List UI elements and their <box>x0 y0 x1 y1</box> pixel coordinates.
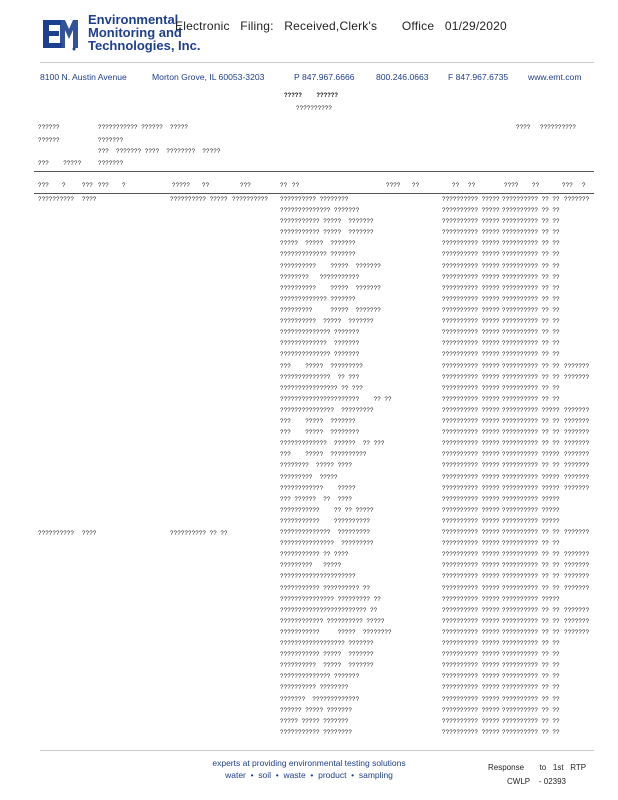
method-cell: ?????????? ????? <box>442 363 500 370</box>
company-name-line1: Environmental <box>88 12 179 27</box>
analyte-cell: ??????????? ?????????? ?? <box>280 585 371 592</box>
response-note: Response to 1st RTP <box>488 763 587 772</box>
date-cell: ?????????? ?? ?? <box>502 340 560 347</box>
group-code: ???? <box>82 530 97 537</box>
date-cell: ?????????? ????? <box>502 518 560 525</box>
column-header: ????? <box>172 182 191 189</box>
date-cell: ?????????? ????? <box>502 474 560 481</box>
flag-cell: ??????? <box>564 529 590 536</box>
method-cell: ?????????? ????? <box>442 540 500 547</box>
flag-cell: ??????? <box>564 451 590 458</box>
column-header: ??? <box>240 182 251 189</box>
method-cell: ?????????? ????? <box>442 551 500 558</box>
analyte-cell: ?????????????? ??????? <box>280 351 360 358</box>
flag-cell: ??????? <box>564 562 590 569</box>
group-code: ???? <box>82 196 97 203</box>
analyte-cell: ???????????????? ?? ??? <box>280 385 363 392</box>
method-cell: ?????????? ????? <box>442 496 500 503</box>
date-cell: ?????????? ????? <box>502 596 560 603</box>
method-cell: ?????????? ????? <box>442 429 500 436</box>
date-cell: ?????????? ?? ?? <box>502 585 560 592</box>
date-cell: ?????????? ?? ?? <box>502 329 560 336</box>
method-cell: ?????????? ????? <box>442 673 500 680</box>
flag-cell: ??????? <box>564 474 590 481</box>
date-cell: ?????????? ?? ?? <box>502 684 560 691</box>
method-cell: ?????????? ????? <box>442 518 500 525</box>
analyte-cell: ??? ????? ????????? <box>280 363 363 370</box>
analyte-cell: ?????????? ????? ??????? <box>280 318 374 325</box>
analyte-cell: ??? ????? ???????? <box>280 429 360 436</box>
date-cell: ?????????? ?? ?? <box>502 196 560 203</box>
method-cell: ?????????? ????? <box>442 618 500 625</box>
method-cell: ?????????? ????? <box>442 451 500 458</box>
date-cell: ?????????? ?? ?? <box>502 707 560 714</box>
method-cell: ?????????? ????? <box>442 407 500 414</box>
flag-cell: ??????? <box>564 551 590 558</box>
analyte-cell: ??????????? ?????????? <box>280 518 371 525</box>
flag-cell: ??????? <box>564 407 590 414</box>
column-header: ?? <box>280 182 288 189</box>
date-cell: ?????????? ?? ?? <box>502 651 560 658</box>
date-cell: ?????????? ?? ?? <box>502 374 560 381</box>
analyte-cell: ????????????? ??????? <box>280 296 356 303</box>
column-header: ???? <box>504 182 519 189</box>
analyte-cell: ????????????? ??????? <box>280 251 356 258</box>
group-extra: ?????????? <box>232 196 269 203</box>
analyte-cell: ?????????? ????? ??????? <box>280 662 374 669</box>
analyte-cell: ???????????? ?????????? ????? <box>280 618 385 625</box>
analyte-cell: ?????????? ???????? <box>280 196 349 203</box>
analyte-cell: ????????????? ?????? ?? ??? <box>280 440 385 447</box>
date-cell: ?????????? ?? ?? <box>502 529 560 536</box>
header-label-1: ?????? <box>38 124 60 131</box>
method-cell: ?????????? ????? <box>442 229 500 236</box>
method-cell: ?????????? ????? <box>442 340 500 347</box>
column-header-rule <box>34 193 594 194</box>
column-header: ??? <box>562 182 573 189</box>
method-cell: ?????????? ????? <box>442 374 500 381</box>
method-cell: ?????????? ????? <box>442 562 500 569</box>
filing-stamp: Electronic Filing: Received,Clerk's Office 01/29/2020 <box>175 19 507 33</box>
column-header: ? <box>582 182 586 189</box>
analyte-cell: ??????????? ?? ?? ????? <box>280 507 374 514</box>
method-cell: ?????????? ????? <box>442 263 500 270</box>
flag-cell: ??????? <box>564 485 590 492</box>
analyte-cell: ?????????????? ?? ??? <box>280 374 360 381</box>
date-cell: ?????????? ?? ?? <box>502 396 560 403</box>
group-id: ?????????? <box>38 530 75 537</box>
date-cell: ?????????? ?? ?? <box>502 318 560 325</box>
column-header: ?? <box>202 182 210 189</box>
analyte-cell: ????????? ????? <box>280 562 342 569</box>
header-value-3: ??? ??????? ???? ???????? ????? <box>98 148 221 155</box>
analyte-cell: ????????????????????? <box>280 573 356 580</box>
analyte-cell: ????????? ????? ??????? <box>280 307 381 314</box>
date-cell: ?????????? ????? <box>502 451 560 458</box>
group-id: ?????????? <box>38 196 75 203</box>
date-cell: ?????????? ?? ?? <box>502 363 560 370</box>
analyte-cell: ?????????????????????? ?? ?? <box>280 396 392 403</box>
flag-cell: ??????? <box>564 573 590 580</box>
flag-cell: ??????? <box>564 607 590 614</box>
flag-cell: ??????? <box>564 462 590 469</box>
footer-divider <box>40 750 594 751</box>
date-cell: ?????????? ?? ?? <box>502 696 560 703</box>
flag-cell: ??????? <box>564 440 590 447</box>
analyte-cell: ????????? ????? <box>280 474 338 481</box>
date-cell: ?????????? ????? <box>502 507 560 514</box>
date-cell: ?????????? ?? ?? <box>502 296 560 303</box>
method-cell: ?????????? ????? <box>442 507 500 514</box>
analyte-cell: ????????????? ??????? <box>280 340 360 347</box>
method-cell: ?????????? ????? <box>442 640 500 647</box>
analyte-cell: ?????? ????? ??????? <box>280 707 353 714</box>
method-cell: ?????????? ????? <box>442 729 500 736</box>
method-cell: ?????????? ????? <box>442 418 500 425</box>
method-cell: ?????????? ????? <box>442 462 500 469</box>
date-cell: ?????????? ?? ?? <box>502 551 560 558</box>
company-name-line3: Technologies, Inc. <box>88 38 201 53</box>
analyte-cell: ??????????? ????? ??????? <box>280 229 374 236</box>
tollfree-number: 800.246.0663 <box>376 72 429 82</box>
flag-cell: ??????? <box>564 585 590 592</box>
date-cell: ?????????? ?? ?? <box>502 673 560 680</box>
analyte-cell: ??????????? ?? ???? <box>280 551 349 558</box>
date-cell: ?????????? ????? <box>502 485 560 492</box>
date-cell: ?????????? ?? ?? <box>502 573 560 580</box>
method-cell: ?????????? ????? <box>442 662 500 669</box>
document-id: CWLP - 02393 <box>507 777 566 786</box>
date-cell: ?????????? ?? ?? <box>502 240 560 247</box>
method-cell: ?????????? ????? <box>442 251 500 258</box>
header-right-label: ???? <box>516 124 531 131</box>
phone-number: P 847.967.6666 <box>294 72 355 82</box>
date-cell: ?????????? ?? ?? <box>502 251 560 258</box>
method-cell: ?????????? ????? <box>442 440 500 447</box>
date-cell: ?????????? ?? ?? <box>502 607 560 614</box>
method-cell: ?????????? ????? <box>442 396 500 403</box>
method-cell: ?????????? ????? <box>442 285 500 292</box>
method-cell: ?????????? ????? <box>442 629 500 636</box>
method-cell: ?????????? ????? <box>442 718 500 725</box>
header-value-4: ??????? <box>98 160 124 167</box>
header-label-2: ?????? <box>38 137 60 144</box>
analyte-cell: ????? ????? ??????? <box>280 240 356 247</box>
analyte-cell: ??????????????? ????????? <box>280 407 374 414</box>
method-cell: ?????????? ????? <box>442 707 500 714</box>
header-right-value: ?????????? <box>540 124 577 131</box>
method-cell: ?????????? ????? <box>442 607 500 614</box>
analyte-cell: ?????????? ????? ??????? <box>280 263 381 270</box>
analyte-cell: ??????????? ????? ??????? <box>280 218 374 225</box>
company-name-line2: Monitoring and <box>88 25 182 40</box>
analyte-cell: ??? ?????? ?? ???? <box>280 496 353 503</box>
date-cell: ?????????? ?? ?? <box>502 462 560 469</box>
column-header: ?? <box>412 182 420 189</box>
date-cell: ?????????? ?? ?? <box>502 351 560 358</box>
date-cell: ?????????? ????? <box>502 496 560 503</box>
date-cell: ?????????? ?? ?? <box>502 618 560 625</box>
flag-cell: ??????? <box>564 418 590 425</box>
analyte-cell: ??? ????? ??????? <box>280 418 356 425</box>
method-cell: ?????????? ????? <box>442 351 500 358</box>
column-header: ?? <box>452 182 460 189</box>
column-header: ? <box>122 182 126 189</box>
analyte-cell: ??? ????? ?????????? <box>280 451 367 458</box>
flag-cell: ??????? <box>564 618 590 625</box>
analyte-cell: ??????? ????????????? <box>280 696 360 703</box>
analyte-cell: ???????????????????????? ?? <box>280 607 378 614</box>
flag-cell: ??????? <box>564 429 590 436</box>
date-cell: ?????????? ?? ?? <box>502 662 560 669</box>
method-cell: ?????????? ????? <box>442 329 500 336</box>
company-logo-icon <box>40 16 78 52</box>
city-address: Morton Grove, IL 60053-3203 <box>152 72 265 82</box>
flag-cell: ??????? <box>564 196 590 203</box>
date-cell: ?????????? ????? <box>502 407 560 414</box>
method-cell: ?????????? ????? <box>442 318 500 325</box>
date-cell: ?????????? ?? ?? <box>502 263 560 270</box>
analyte-cell: ?????????? ???????? <box>280 684 349 691</box>
analyte-cell: ?????????????????? ??????? <box>280 640 374 647</box>
method-cell: ?????????? ????? <box>442 307 500 314</box>
table-top-rule <box>34 171 594 172</box>
analyte-cell: ???????? ????? ???? <box>280 462 353 469</box>
analyte-cell: ?????????????? ??????? <box>280 207 360 214</box>
date-cell: ?????????? ?? ?? <box>502 207 560 214</box>
column-header: ??? <box>98 182 109 189</box>
analyte-cell: ??????????? ???????? <box>280 729 353 736</box>
method-cell: ?????????? ????? <box>442 218 500 225</box>
method-cell: ?????????? ????? <box>442 485 500 492</box>
column-header: ? <box>62 182 66 189</box>
date-cell: ?????????? ?? ?? <box>502 562 560 569</box>
date-cell: ?????????? ?? ?? <box>502 640 560 647</box>
analyte-cell: ????? ????? ??????? <box>280 718 349 725</box>
method-cell: ?????????? ????? <box>442 684 500 691</box>
footer-services: water • soil • waste • product • sampling <box>225 770 393 780</box>
column-header: ?? <box>292 182 300 189</box>
group-sample: ?????????? ?? ?? <box>170 530 228 537</box>
analyte-cell: ?????????? ????? ??????? <box>280 285 381 292</box>
method-cell: ?????????? ????? <box>442 196 500 203</box>
method-cell: ?????????? ????? <box>442 240 500 247</box>
header-label-4: ??? ????? <box>38 160 82 167</box>
column-header: ???? <box>386 182 401 189</box>
report-title: ????? ?????? <box>284 92 339 99</box>
report-subtitle: ?????????? <box>296 105 333 112</box>
date-cell: ?????????? ?? ?? <box>502 385 560 392</box>
column-header: ?? <box>532 182 540 189</box>
method-cell: ?????????? ????? <box>442 696 500 703</box>
date-cell: ?????????? ?? ?? <box>502 440 560 447</box>
method-cell: ?????????? ????? <box>442 596 500 603</box>
method-cell: ?????????? ????? <box>442 573 500 580</box>
method-cell: ?????????? ????? <box>442 385 500 392</box>
analyte-cell: ??????????????? ????????? ?? <box>280 596 381 603</box>
analyte-cell: ?????????????? ??????? <box>280 329 360 336</box>
date-cell: ?????????? ?? ?? <box>502 285 560 292</box>
header-divider <box>40 62 594 63</box>
analyte-cell: ??????????? ????? ??????? <box>280 651 374 658</box>
date-cell: ?????????? ?? ?? <box>502 274 560 281</box>
method-cell: ?????????? ????? <box>442 296 500 303</box>
column-header: ??? <box>82 182 93 189</box>
date-cell: ?????????? ?? ?? <box>502 218 560 225</box>
date-cell: ?????????? ?? ?? <box>502 629 560 636</box>
flag-cell: ??????? <box>564 629 590 636</box>
date-cell: ?????????? ?? ?? <box>502 229 560 236</box>
date-cell: ?????????? ?? ?? <box>502 729 560 736</box>
date-cell: ?????????? ?? ?? <box>502 418 560 425</box>
analyte-cell: ???????????? ????? <box>280 485 356 492</box>
website-link[interactable]: www.emt.com <box>528 72 582 82</box>
footer-tagline: experts at providing environmental testing solutions <box>212 758 406 768</box>
method-cell: ?????????? ????? <box>442 274 500 281</box>
flag-cell: ??????? <box>564 374 590 381</box>
date-cell: ?????????? ?? ?? <box>502 540 560 547</box>
method-cell: ?????????? ????? <box>442 585 500 592</box>
fax-number: F 847.967.6735 <box>448 72 509 82</box>
analyte-cell: ?????????????? ????????? <box>280 529 371 536</box>
method-cell: ?????????? ????? <box>442 529 500 536</box>
analyte-cell: ???????? ??????????? <box>280 274 360 281</box>
analyte-cell: ??????????? ????? ???????? <box>280 629 392 636</box>
date-cell: ?????????? ?? ?? <box>502 307 560 314</box>
method-cell: ?????????? ????? <box>442 651 500 658</box>
method-cell: ?????????? ????? <box>442 207 500 214</box>
method-cell: ?????????? ????? <box>442 474 500 481</box>
date-cell: ?????????? ?? ?? <box>502 429 560 436</box>
column-header: ?? <box>468 182 476 189</box>
group-sample: ?????????? ????? <box>170 196 228 203</box>
column-header: ??? <box>38 182 49 189</box>
header-value-2: ??????? <box>98 137 124 144</box>
date-cell: ?????????? ?? ?? <box>502 718 560 725</box>
header-value-1: ??????????? ?????? ????? <box>98 124 189 131</box>
analyte-cell: ?????????????? ??????? <box>280 673 360 680</box>
street-address: 8100 N. Austin Avenue <box>40 72 127 82</box>
analyte-cell: ??????????????? ????????? <box>280 540 374 547</box>
flag-cell: ??????? <box>564 363 590 370</box>
